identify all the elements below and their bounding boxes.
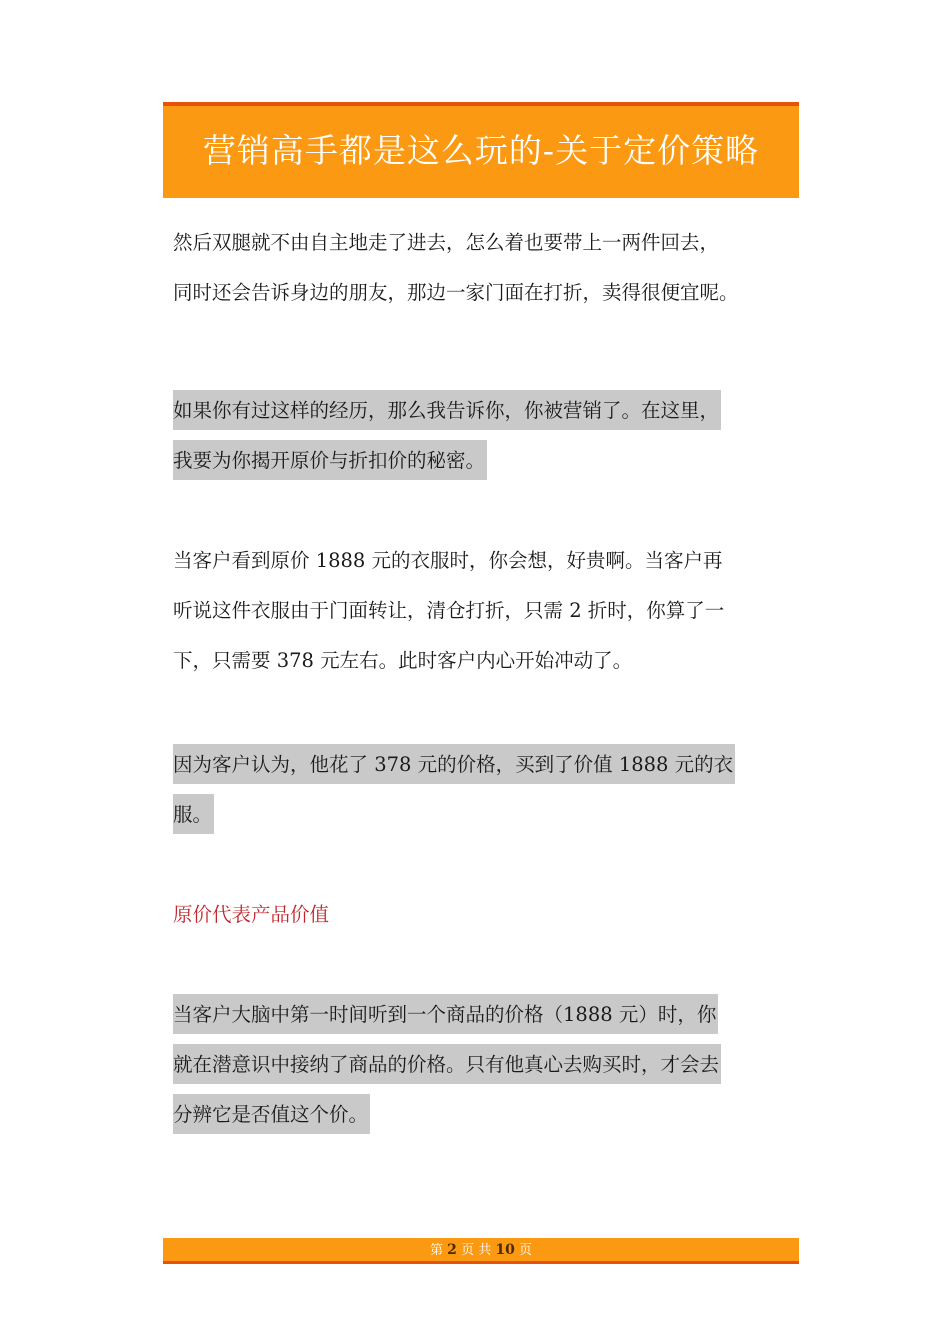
current-page-number: 2 [447, 1242, 457, 1258]
total-page-number: 10 [495, 1242, 515, 1258]
paragraph-line: 当客户看到原价 1888 元的衣服时，你会想，好贵啊。当客户再 [173, 549, 723, 572]
paragraph-line: 当客户大脑中第一时间听到一个商品的价格（1888 元）时，你 [173, 994, 718, 1034]
paragraph-5-highlighted [173, 990, 793, 1140]
footer-suffix: 页 [518, 1243, 532, 1258]
footer-middle: 页 共 [461, 1243, 492, 1258]
paragraph-line: 分辨它是否值这个价。 [173, 1094, 370, 1134]
paragraph-line: 就在潜意识中接纳了商品的价格。只有他真心去购买时，才会去 [173, 1044, 721, 1084]
paragraph-4-highlighted [173, 740, 793, 840]
paragraph-line: 因为客户认为，他花了 378 元的价格，买到了价值 1888 元的衣 [173, 744, 735, 784]
page-footer [163, 1238, 799, 1264]
paragraph-line: 下，只需要 378 元左右。此时客户内心开始冲动了。 [173, 649, 633, 672]
paragraph-line: 听说这件衣服由于门面转让，清仓打折，只需 2 折时，你算了一 [173, 599, 725, 622]
page-title: 营销高手都是这么玩的-关于定价策略 [202, 131, 760, 170]
paragraph-1 [173, 218, 793, 318]
header-band [163, 102, 799, 198]
paragraph-line: 然后双腿就不由自主地走了进去，怎么着也要带上一两件回去， [173, 231, 720, 254]
footer-prefix: 第 [430, 1243, 444, 1258]
paragraph-line: 同时还会告诉身边的朋友，那边一家门面在打折，卖得很便宜呢。 [173, 281, 739, 304]
paragraph-2-highlighted [173, 386, 793, 486]
paragraph-3 [173, 536, 793, 686]
section-heading: 原价代表产品价值 [173, 903, 330, 926]
paragraph-line: 服。 [173, 794, 214, 834]
paragraph-line: 我要为你揭开原价与折扣价的秘密。 [173, 440, 487, 480]
paragraph-line: 如果你有过这样的经历，那么我告诉你，你被营销了。在这里， [173, 390, 721, 430]
